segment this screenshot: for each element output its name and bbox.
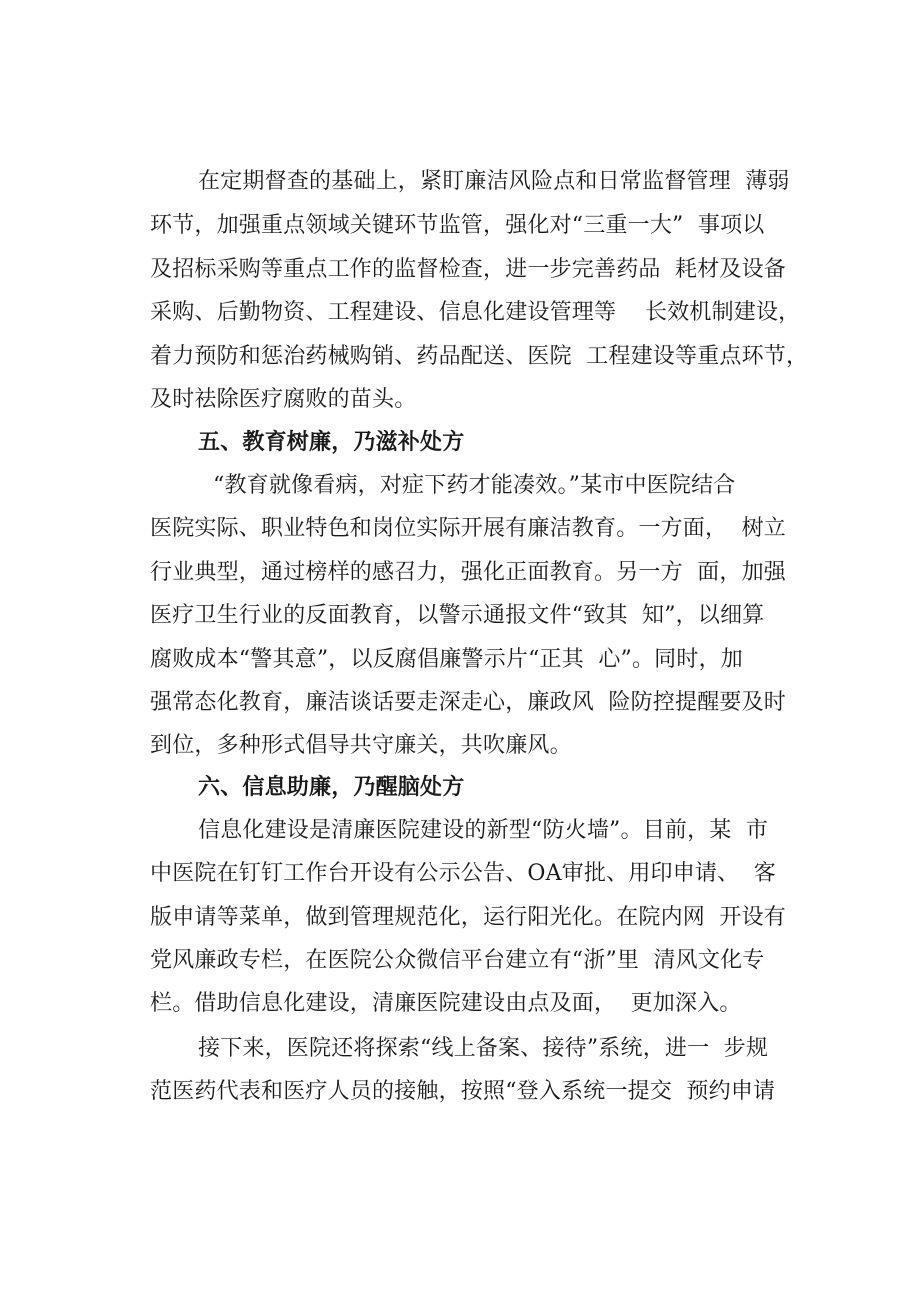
- paragraph-1-line-2: 环节，加强重点领域关键环节监管，强化对“三重一大” 事项以: [150, 213, 765, 238]
- paragraph-4-line-1: 接下来，医院还将探索“线上备案、接待”系统，进一 步规: [198, 1036, 769, 1061]
- paragraph-1-line-5: 着力预防和惩治药械购销、药品配送、医院 工程建设等重点环节，: [150, 344, 809, 369]
- paragraph-2-line-4: 医疗卫生行业的反面教育，以警示通报文件“致其 知”，以细算: [150, 603, 765, 628]
- section-heading-6: 六、信息助廉，乃醒脑处方: [198, 775, 465, 800]
- paragraph-3-line-1: 信息化建设是清廉医院建设的新型“防火墙”。目前，某 市: [198, 818, 769, 843]
- section-heading-5: 五、教育树廉，乃滋补处方: [198, 430, 465, 455]
- paragraph-4-line-2: 范医药代表和医疗人员的接触，按照“登入系统一提交 预约申请: [150, 1079, 776, 1104]
- paragraph-2-line-3: 行业典型，通过榜样的感召力，强化正面教育。另一方 面，加强: [150, 560, 786, 585]
- paragraph-1-line-4: 采购、后勤物资、工程建设、信息化建设管理等 长效机制建设，: [150, 300, 801, 325]
- paragraph-3-line-3: 版申请等菜单，做到管理规范化，运行阳光化。在院内网 开设有: [150, 905, 786, 930]
- paragraph-2-line-2: 医院实际、职业特色和岗位实际开展有廉洁教育。一方面， 树立: [150, 516, 786, 541]
- paragraph-2-line-6: 强常态化教育，廉洁谈话要走深走心，廉政风 险防控提醒要及时: [150, 690, 786, 715]
- paragraph-3-line-4: 党风廉政专栏，在医院公众微信平台建立有“浙”里 清风文化专: [150, 948, 765, 973]
- paragraph-2-line-5: 腐败成本“警其意”，以反腐倡廉警示片“正其 心”。同时，加: [150, 647, 743, 672]
- paragraph-2-line-1: “教育就像看病，对症下药才能凑效。”某市中医院结合: [213, 473, 736, 498]
- paragraph-1-line-6: 及时祛除医疗腐败的苗头。: [150, 387, 417, 412]
- paragraph-3-line-2: 中医院在钉钉工作台开设有公示公告、OA审批、用印申请、 客: [150, 861, 776, 886]
- paragraph-3-line-5: 栏。借助信息化建设，清廉医院建设由点及面， 更加深入。: [150, 991, 742, 1016]
- paragraph-1-line-1: 在定期督查的基础上，紧盯廉洁风险点和日常监督管理 薄弱: [198, 169, 790, 194]
- paragraph-2-line-7: 到位，多种形式倡导共守廉关，共吹廉风。: [150, 733, 572, 758]
- paragraph-1-line-3: 及招标采购等重点工作的监督检查，进一步完善药品 耗材及设备: [150, 257, 786, 282]
